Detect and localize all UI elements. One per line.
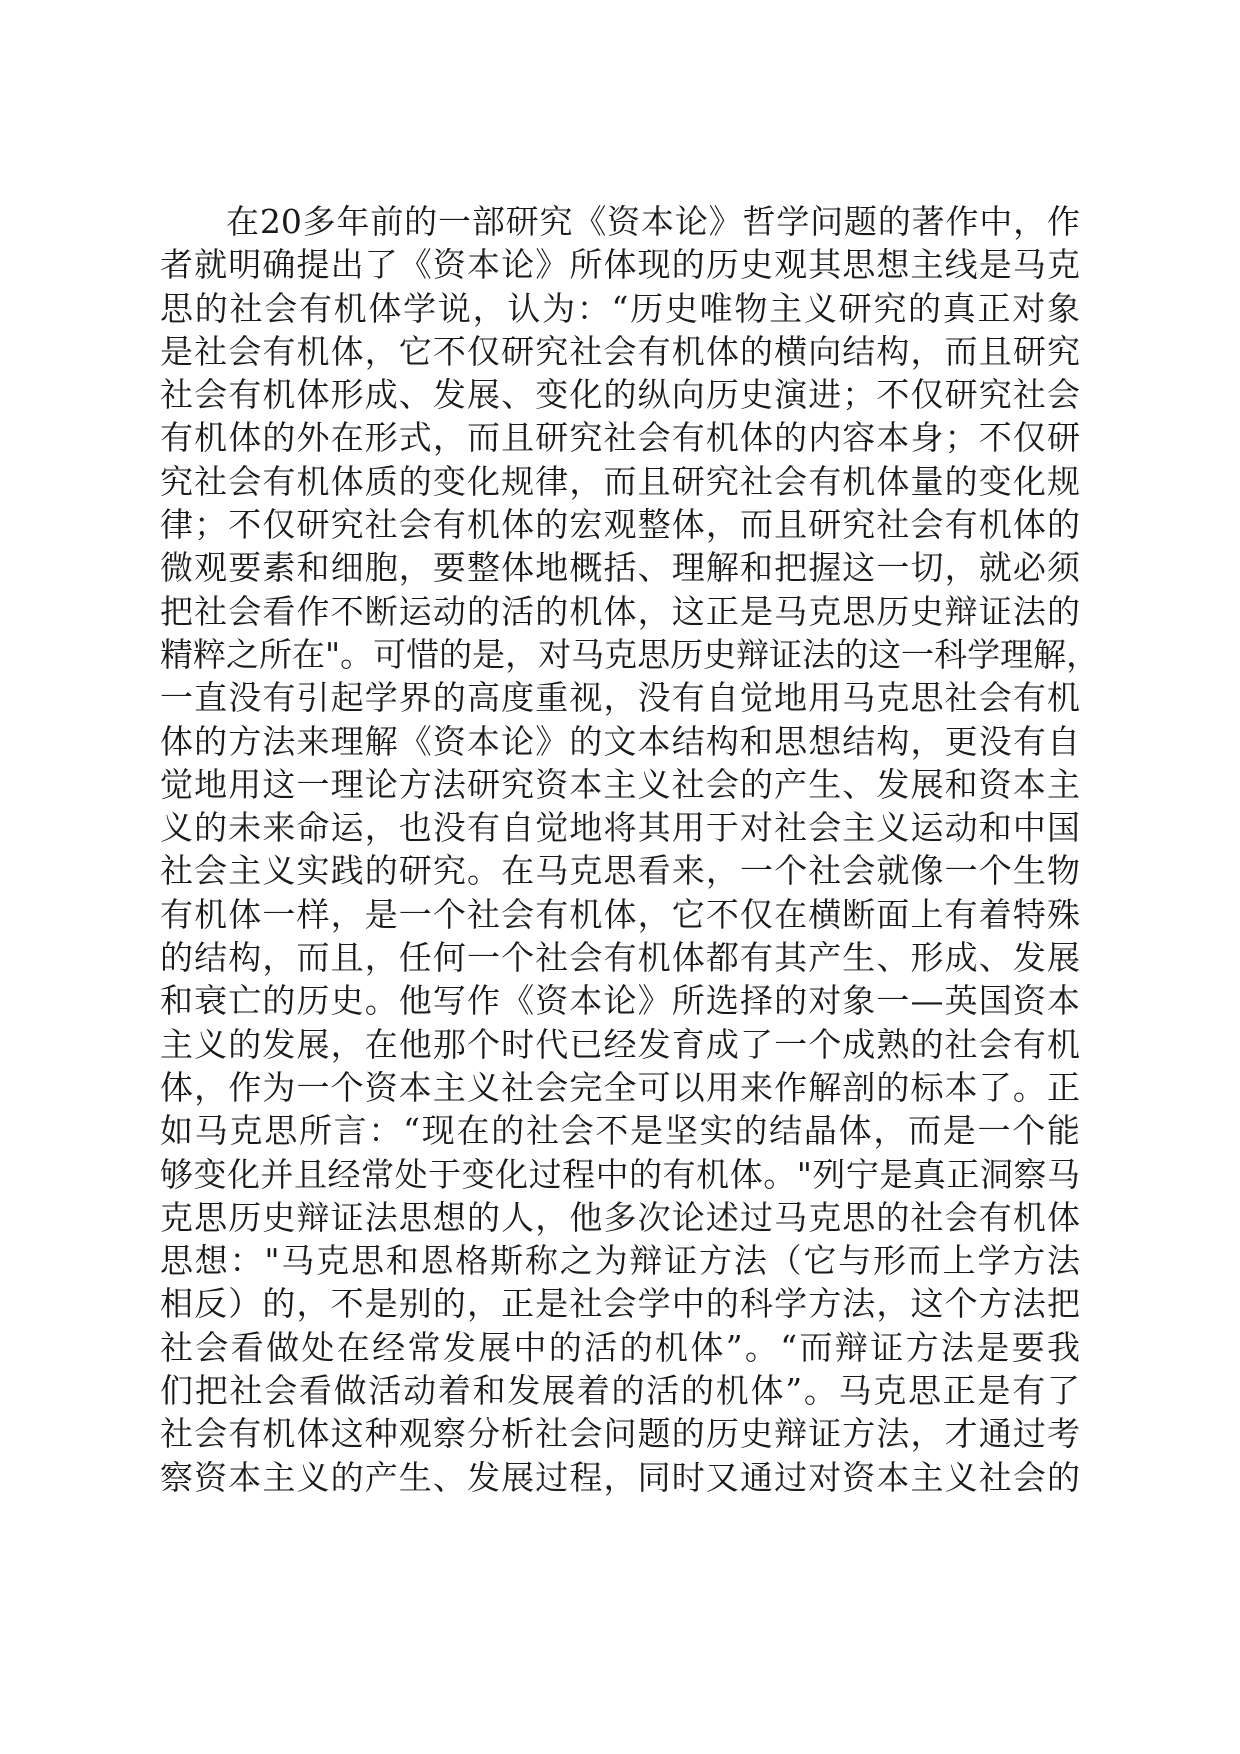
paragraph-line: 体，作为一个资本主义社会完全可以用来作解剖的标本了。正 xyxy=(160,1067,1080,1107)
paragraph-line: 究社会有机体质的变化规律，而且研究社会有机体量的变化规 xyxy=(160,461,1080,501)
paragraph-line: 够变化并且经常处于变化过程中的有机体。"列宁是真正洞察马 xyxy=(160,1154,1080,1194)
paragraph-line: 克思历史辩证法思想的人，他多次论述过马克思的社会有机体 xyxy=(160,1197,1080,1237)
body-paragraph xyxy=(160,200,1100,1499)
paragraph-line: 社会有机体这种观察分析社会问题的历史辩证方法，才通过考 xyxy=(160,1414,1080,1454)
paragraph-line: 是社会有机体，它不仅研究社会有机体的横向结构，而且研究 xyxy=(160,331,1080,371)
paragraph-line: 体的方法来理解《资本论》的文本结构和思想结构，更没有自 xyxy=(160,721,1080,761)
paragraph-line: 思的社会有机体学说，认为：“历史唯物主义研究的真正对象 xyxy=(160,288,1080,328)
paragraph-line: 觉地用这一理论方法研究资本主义社会的产生、发展和资本主 xyxy=(160,764,1080,804)
paragraph-line: 们把社会看做活动着和发展着的活的机体”。马克思正是有了 xyxy=(160,1371,1080,1411)
paragraph-line: 一直没有引起学界的高度重视，没有自觉地用马克思社会有机 xyxy=(160,678,1080,718)
paragraph-line: 思想："马克思和恩格斯称之为辩证方法（它与形而上学方法 xyxy=(160,1241,1080,1281)
paragraph-line: 主义的发展，在他那个时代已经发育成了一个成熟的社会有机 xyxy=(160,1024,1080,1064)
paragraph-line: 精粹之所在"。可惜的是，对马克思历史辩证法的这一科学理解， xyxy=(160,634,1100,674)
paragraph-line: 把社会看作不断运动的活的机体，这正是马克思历史辩证法的 xyxy=(160,591,1080,631)
paragraph-line: 有机体一样，是一个社会有机体，它不仅在横断面上有着特殊 xyxy=(160,894,1080,934)
paragraph-line: 在20多年前的一部研究《资本论》哲学问题的著作中，作 xyxy=(226,202,1080,241)
paragraph-line: 社会主义实践的研究。在马克思看来，一个社会就像一个生物 xyxy=(160,851,1080,891)
paragraph-line: 微观要素和细胞，要整体地概括、理解和把握这一切，就必须 xyxy=(160,548,1080,588)
paragraph-line: 的结构，而且，任何一个社会有机体都有其产生、形成、发展 xyxy=(160,938,1080,978)
paragraph-line: 律；不仅研究社会有机体的宏观整体，而且研究社会有机体的 xyxy=(160,505,1080,545)
paragraph-line: 者就明确提出了《资本论》所体现的历史观其思想主线是马克 xyxy=(160,245,1080,285)
paragraph-line: 有机体的外在形式，而且研究社会有机体的内容本身；不仅研 xyxy=(160,418,1080,458)
paragraph-line: 社会有机体形成、发展、变化的纵向历史演进；不仅研究社会 xyxy=(160,375,1080,415)
paragraph-line: 察资本主义的产生、发展过程，同时又通过对资本主义社会的 xyxy=(160,1457,1080,1497)
paragraph-line: 社会看做处在经常发展中的活的机体”。“而辩证方法是要我 xyxy=(160,1327,1080,1367)
paragraph-line: 和衰亡的历史。他写作《资本论》所选择的对象一—英国资本 xyxy=(160,981,1080,1021)
paragraph-line: 相反）的，不是别的，正是社会学中的科学方法，这个方法把 xyxy=(160,1284,1080,1324)
paragraph-line: 义的未来命运，也没有自觉地将其用于对社会主义运动和中国 xyxy=(160,808,1080,848)
paragraph-line: 如马克思所言：“现在的社会不是坚实的结晶体，而是一个能 xyxy=(160,1111,1080,1151)
